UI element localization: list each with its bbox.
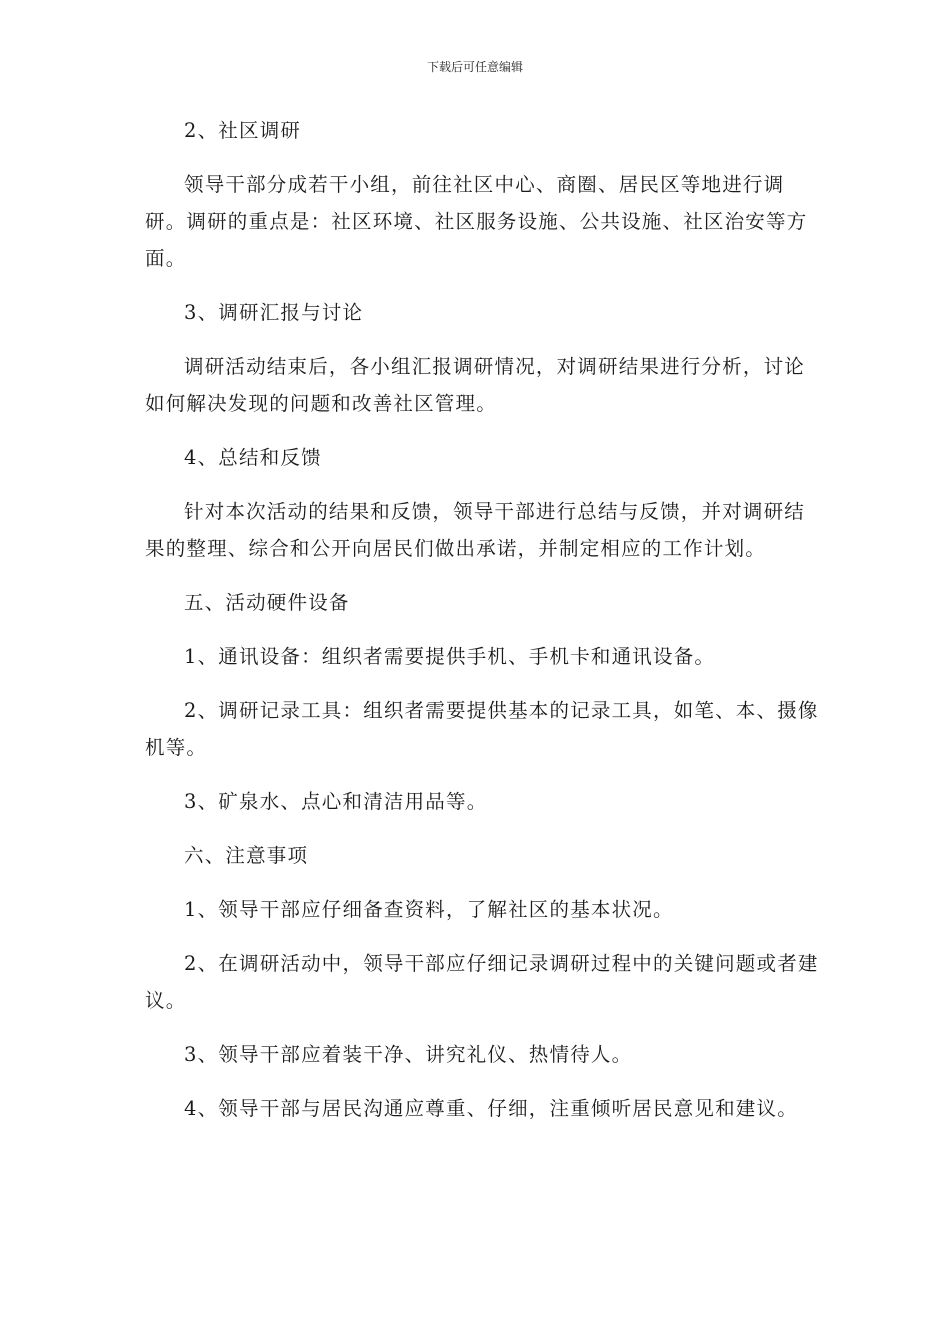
heading-report-discussion: 3、调研汇报与讨论: [184, 301, 364, 324]
heading-summary-feedback: 4、总结和反馈: [184, 446, 322, 469]
paragraph-community-research: 领导干部分成若干小组，前往社区中心、商圈、居民区等地进行调研。调研的重点是：社区环境、社区服务设施、公共设施、社区治安等方面。: [145, 173, 808, 270]
list-item-note-2: 2、在调研活动中，领导干部应仔细记录调研过程中的关键问题或者建议。: [145, 952, 819, 1012]
list-item-supplies: 3、矿泉水、点心和清洁用品等。: [184, 790, 488, 813]
document-body: [145, 112, 825, 1144]
list-item-note-4: 4、领导干部与居民沟通应尊重、仔细，注重倾听居民意见和建议。: [184, 1097, 798, 1120]
paragraph-report-discussion: 调研活动结束后，各小组汇报调研情况，对调研结果进行分析，讨论如何解决发现的问题和改善社区管理。: [145, 355, 806, 415]
heading-notes: 六、注意事项: [184, 844, 309, 867]
list-item-recording-tools: 2、调研记录工具：组织者需要提供基本的记录工具，如笔、本、摄像机等。: [145, 699, 819, 759]
heading-community-research: 2、社区调研: [184, 119, 302, 142]
header-note: 下载后可任意编辑: [426, 60, 523, 74]
list-item-note-1: 1、领导干部应仔细备查资料，了解社区的基本状况。: [184, 898, 674, 921]
heading-hardware: 五、活动硬件设备: [184, 591, 350, 614]
paragraph-summary-feedback: 针对本次活动的结果和反馈，领导干部进行总结与反馈，并对调研结果的整理、综合和公开向居民们做出承诺，并制定相应的工作计划。: [145, 500, 806, 560]
list-item-note-3: 3、领导干部应着装干净、讲究礼仪、热情待人。: [184, 1043, 633, 1066]
list-item-communication: 1、通讯设备：组织者需要提供手机、手机卡和通讯设备。: [184, 645, 716, 668]
